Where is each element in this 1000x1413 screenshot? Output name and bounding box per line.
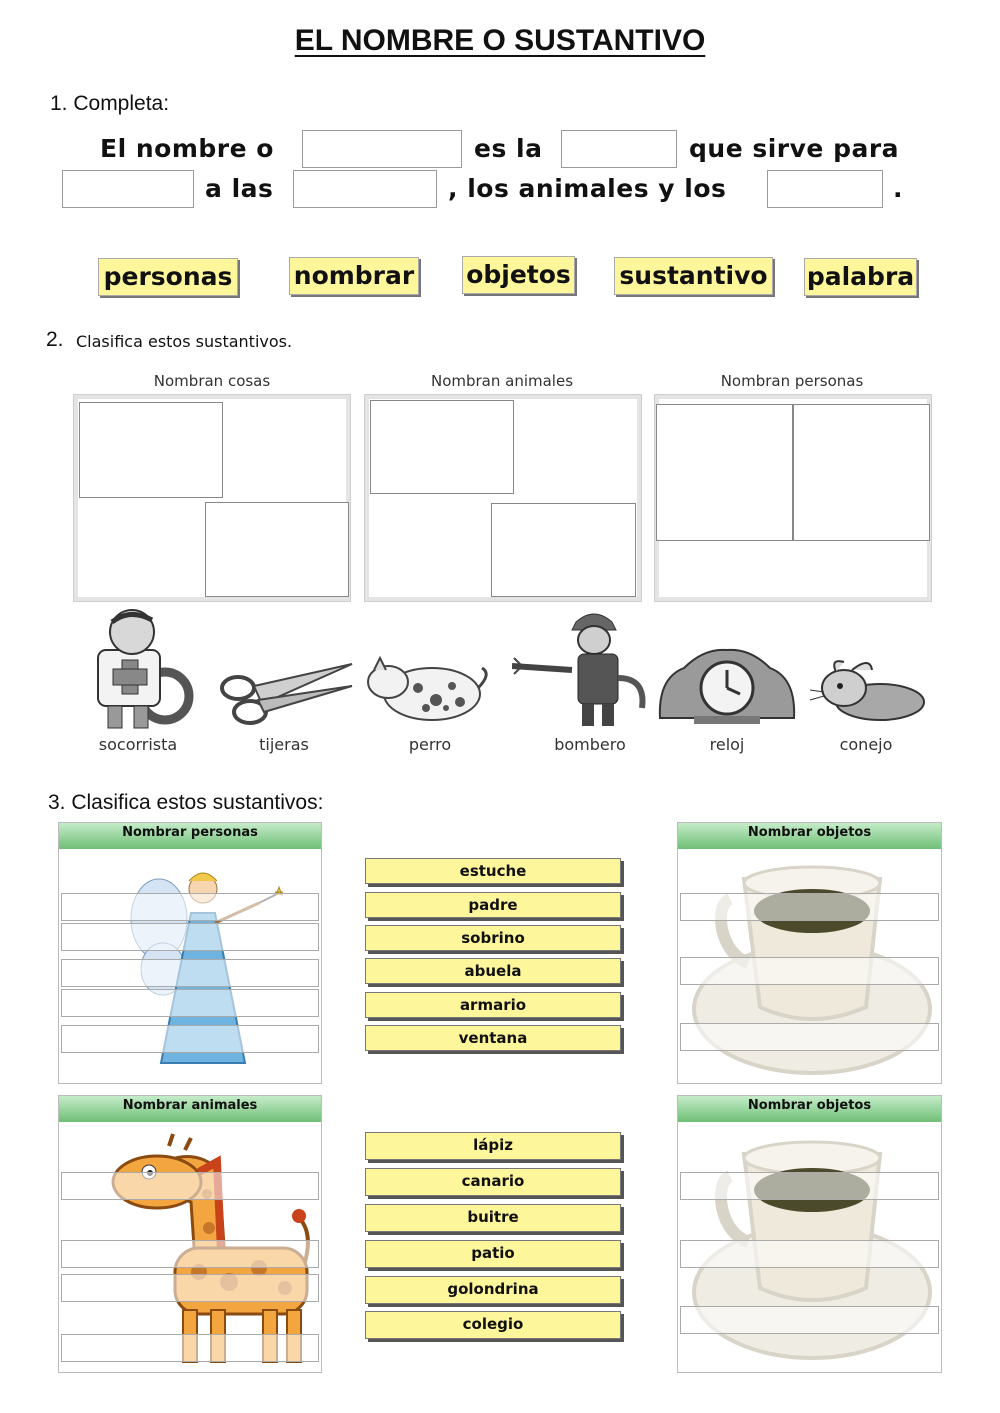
column-title: Nombran personas [720, 372, 864, 390]
draggable-word[interactable]: abuela [365, 958, 621, 984]
panel-header: Nombrar personas [59, 823, 321, 849]
drop-slot[interactable] [491, 503, 636, 597]
sentence-part-4: a las [205, 174, 274, 203]
panel-header: Nombrar animales [59, 1096, 321, 1122]
word-chip[interactable]: palabra [804, 258, 917, 296]
blank-input-2[interactable] [561, 130, 677, 168]
category-box-personas[interactable] [654, 394, 932, 602]
sentence-part-6: . [893, 174, 903, 203]
picture-card[interactable] [654, 608, 800, 758]
picture-card[interactable] [214, 608, 354, 758]
drop-slot[interactable] [793, 404, 930, 541]
section-2-number: 2. [46, 328, 64, 351]
draggable-word[interactable]: estuche [365, 858, 621, 884]
firefighter-icon [512, 608, 668, 730]
panel-personas[interactable] [58, 822, 322, 1084]
dog-icon [360, 608, 500, 730]
draggable-word[interactable]: lápiz [365, 1132, 621, 1160]
word-chip[interactable]: sustantivo [614, 257, 773, 295]
word-chip[interactable]: nombrar [289, 257, 419, 295]
page-title: EL NOMBRE O SUSTANTIVO [294, 24, 706, 57]
picture-label: bombero [554, 735, 626, 754]
word-chip[interactable]: objetos [462, 256, 575, 294]
category-box-animales[interactable] [364, 394, 642, 602]
drop-slot[interactable] [656, 404, 793, 541]
word-chip[interactable]: personas [98, 258, 238, 296]
panel-objetos[interactable] [677, 822, 942, 1084]
blank-input-5[interactable] [767, 170, 883, 208]
panel-objetos-2[interactable] [677, 1095, 942, 1373]
blank-input-3[interactable] [62, 170, 194, 208]
sentence-part-5: , los animales y los [448, 174, 727, 203]
column-title: Nombran cosas [153, 372, 271, 390]
section-1-label: 1. Completa: [50, 92, 170, 115]
picture-card[interactable] [360, 608, 500, 758]
panel-animales[interactable] [58, 1095, 322, 1373]
draggable-word[interactable]: patio [365, 1240, 621, 1268]
picture-card[interactable] [512, 608, 668, 758]
picture-card[interactable] [70, 608, 206, 758]
rabbit-icon [800, 608, 932, 730]
section-3-label: 3. Clasifica estos sustantivos: [48, 791, 324, 814]
blank-input-1[interactable] [302, 130, 462, 168]
category-box-cosas[interactable] [73, 394, 351, 602]
panel-header: Nombrar objetos [678, 1096, 941, 1122]
drop-slot[interactable] [79, 402, 223, 498]
sentence-part-1: El nombre o [100, 134, 274, 163]
draggable-word[interactable]: sobrino [365, 925, 621, 951]
section-2-label: Clasifica estos sustantivos. [76, 332, 293, 351]
drop-slot[interactable] [205, 502, 349, 597]
draggable-word[interactable]: golondrina [365, 1276, 621, 1304]
sentence-part-2: es la [474, 134, 543, 163]
draggable-word[interactable]: buitre [365, 1204, 621, 1232]
draggable-word[interactable]: ventana [365, 1025, 621, 1051]
panel-header: Nombrar objetos [678, 823, 941, 849]
draggable-word[interactable]: canario [365, 1168, 621, 1196]
scissors-icon [214, 608, 354, 730]
picture-card[interactable] [800, 608, 932, 758]
sentence-part-3: que sirve para [689, 134, 900, 163]
drop-slot[interactable] [370, 400, 514, 494]
picture-label: socorrista [98, 735, 178, 754]
blank-input-4[interactable] [293, 170, 437, 208]
lifeguard-icon [70, 608, 206, 730]
column-title: Nombran animales [430, 372, 574, 390]
draggable-word[interactable]: padre [365, 892, 621, 918]
draggable-word[interactable]: colegio [365, 1311, 621, 1339]
draggable-word[interactable]: armario [365, 992, 621, 1018]
picture-label: conejo [839, 735, 893, 754]
picture-label: reloj [709, 735, 745, 754]
picture-label: tijeras [259, 735, 309, 754]
picture-label: perro [408, 735, 452, 754]
clock-icon [654, 608, 800, 730]
